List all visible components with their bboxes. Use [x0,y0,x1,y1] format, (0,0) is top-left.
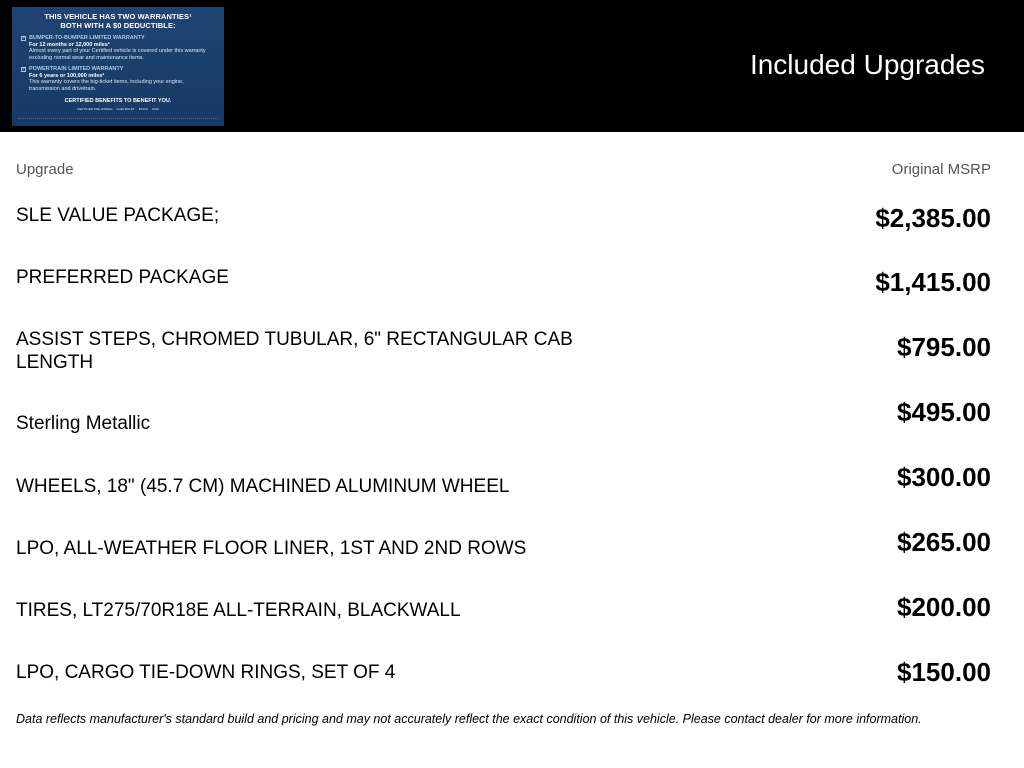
banner-logo: CERTIFIED PRE-OWNED [77,107,113,111]
upgrade-price: $200.00 [897,592,991,622]
upgrade-row [16,592,991,652]
upgrade-name: Sterling Metallic [16,413,151,434]
upgrade-name: TIRES, LT275/70R18E ALL-TERRAIN, BLACKWALL [16,600,461,621]
page-title: Included Upgrades [749,49,985,80]
banner-logo: BUICK [138,107,148,111]
banner-item-sub: For 12 months or 12,000 miles² [29,41,110,48]
upgrade-row [16,657,991,717]
upgrade-row [16,527,991,587]
column-header-msrp: Original MSRP [891,161,991,178]
banner-item-text: This warranty covers the big-ticket items, including your engine, transmission and drivetrain. [29,79,184,92]
upgrade-row [16,329,991,392]
warranty-banner-image [12,7,224,126]
banner-item-heading: BUMPER-TO-BUMPER LIMITED WARRANTY [29,35,145,41]
upgrade-name: PREFERRED PACKAGE [16,267,229,288]
upgrade-name: SLE VALUE PACKAGE; [16,205,220,226]
upgrade-name: ASSIST STEPS, CHROMED TUBULAR, 6" RECTANGULAR CAB LENGTH [16,329,573,373]
banner-logos [21,107,215,111]
upgrade-name: LPO, ALL-WEATHER FLOOR LINER, 1ST AND 2ND ROWS [16,538,527,559]
column-header-upgrade: Upgrade [16,161,74,178]
banner-certified-text: CERTIFIED BENEFITS TO BENEFIT YOU. [64,98,172,104]
banner-item [21,66,215,92]
upgrade-price: $265.00 [897,527,991,557]
upgrade-row [16,462,991,522]
banner-logo: CHEVROLET [116,107,135,111]
upgrade-row [16,397,991,457]
checkbox-icon: ✓ [22,65,27,72]
upgrade-price: $495.00 [897,397,991,427]
banner-logo: GMC [151,107,159,111]
upgrade-price: $2,385.00 [875,203,991,233]
upgrade-price: $1,415.00 [875,267,991,297]
upgrade-row [16,203,991,263]
banner-item [21,35,215,61]
banner-title: THIS VEHICLE HAS TWO WARRANTIES¹ BOTH WITH A $0 DEDUCTIBLE: [44,12,192,30]
upgrade-price: $795.00 [897,332,991,362]
upgrade-row [16,267,991,327]
banner-item-sub: For 6 years or 100,000 miles² [29,72,105,79]
disclaimer-footnote: Data reflects manufacturer's standard build and pricing and may not accurately reflect the exact condition of this vehicle. Please contact dealer for more information. [16,712,922,726]
banner-fine-print [18,118,218,123]
banner-item-heading: POWERTRAIN LIMITED WARRANTY [29,66,124,72]
banner-item-text: Almost every part of your Certified vehicle is covered under this warranty excluding normal wear and maintenance items. [29,48,206,61]
upgrade-name: LPO, CARGO TIE-DOWN RINGS, SET OF 4 [16,662,396,683]
upgrade-name: WHEELS, 18" (45.7 CM) MACHINED ALUMINUM WHEEL [16,476,510,497]
page-header [0,0,1024,132]
upgrade-price: $150.00 [897,657,991,687]
upgrade-price: $300.00 [897,462,991,492]
checkbox-icon: ✓ [22,34,27,41]
